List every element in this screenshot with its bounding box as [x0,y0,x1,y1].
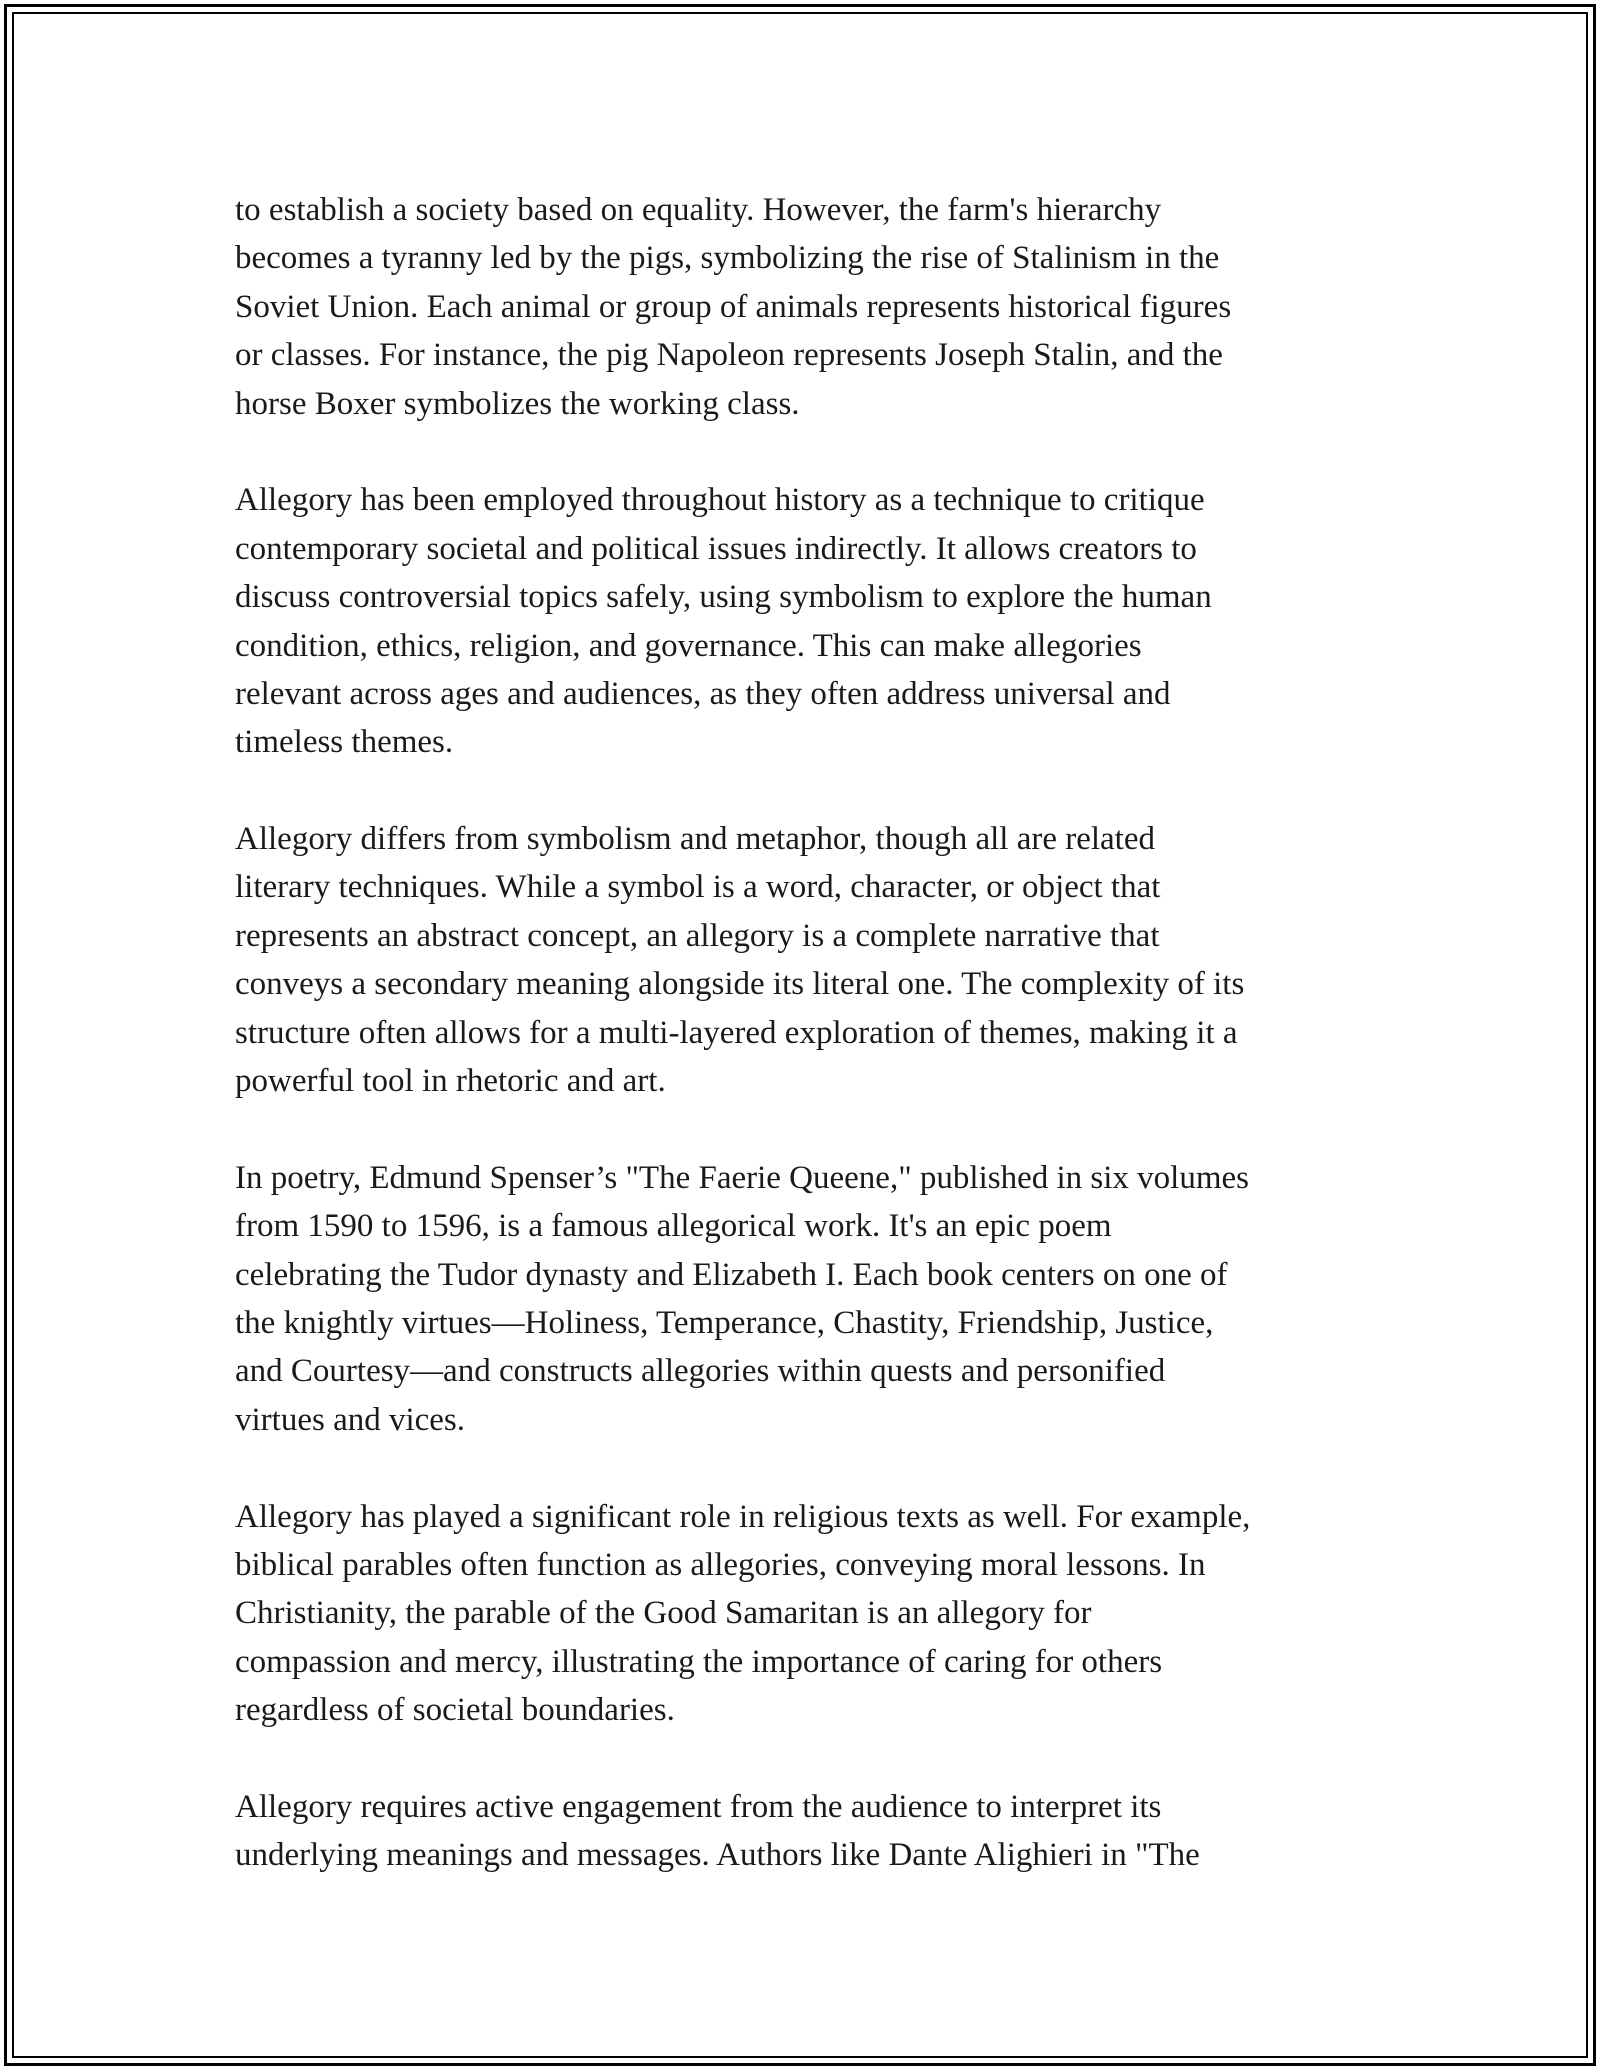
text-line: or classes. For instance, the pig Napoleon represents Joseph Stalin, and the [235,337,1223,374]
text-line: underlying meanings and messages. Authors like Dante Alighieri in "The [235,1837,1200,1874]
paragraph-religious-texts [235,1493,1385,1735]
text-line: condition, ethics, religion, and governance. This can make allegories [235,627,1142,664]
text-line: virtues and vices. [235,1401,466,1438]
text-line: celebrating the Tudor dynasty and Elizabeth I. Each book centers on one of [235,1256,1228,1293]
text-line: contemporary societal and political issues indirectly. It allows creators to [235,530,1197,567]
text-line: Allegory differs from symbolism and metaphor, though all are related [235,821,1155,858]
text-line: literary techniques. While a symbol is a word, character, or object that [235,869,1161,906]
text-line: the knightly virtues—Holiness, Temperance, Chastity, Friendship, Justice, [235,1304,1214,1341]
text-line: discuss controversial topics safely, using symbolism to explore the human [235,579,1212,616]
document-body [235,186,1385,1928]
text-line: Allegory requires active engagement from the audience to interpret its [235,1788,1162,1825]
text-line: powerful tool in rhetoric and art. [235,1063,666,1100]
text-line: conveys a secondary meaning alongside its literal one. The complexity of its [235,966,1245,1003]
paragraph-audience-engagement [235,1783,1385,1880]
text-line: In poetry, Edmund Spenser’s "The Faerie Queene," published in six volumes [235,1159,1249,1196]
text-line: horse Boxer symbolizes the working class. [235,385,800,422]
text-line: Allegory has been employed throughout history as a technique to critique [235,482,1205,519]
paragraph-faerie-queene [235,1154,1385,1444]
text-line: Allegory has played a significant role in religious texts as well. For example, [235,1498,1251,1535]
text-line: timeless themes. [235,724,454,761]
text-line: becomes a tyranny led by the pigs, symbolizing the rise of Stalinism in the [235,240,1220,277]
text-line: Soviet Union. Each animal or group of animals represents historical figures [235,288,1232,325]
text-line: relevant across ages and audiences, as they often address universal and [235,675,1171,712]
text-line: Christianity, the parable of the Good Samaritan is an allegory for [235,1595,1092,1632]
paragraph-symbolism-metaphor [235,815,1385,1105]
text-line: structure often allows for a multi-layered exploration of themes, making it a [235,1014,1238,1051]
text-line: biblical parables often function as allegories, conveying moral lessons. In [235,1546,1206,1583]
text-line: compassion and mercy, illustrating the importance of caring for others [235,1643,1163,1680]
text-line: to establish a society based on equality. However, the farm's hierarchy [235,192,1162,228]
paragraph-history-critique [235,476,1385,766]
text-line: from 1590 to 1596, is a famous allegorical work. It's an epic poem [235,1208,1112,1245]
text-line: regardless of societal boundaries. [235,1692,675,1729]
text-line: represents an abstract concept, an allegory is a complete narrative that [235,917,1160,954]
text-line: and Courtesy—and constructs allegories within quests and personified [235,1353,1166,1390]
paragraph-animal-farm [235,186,1385,428]
